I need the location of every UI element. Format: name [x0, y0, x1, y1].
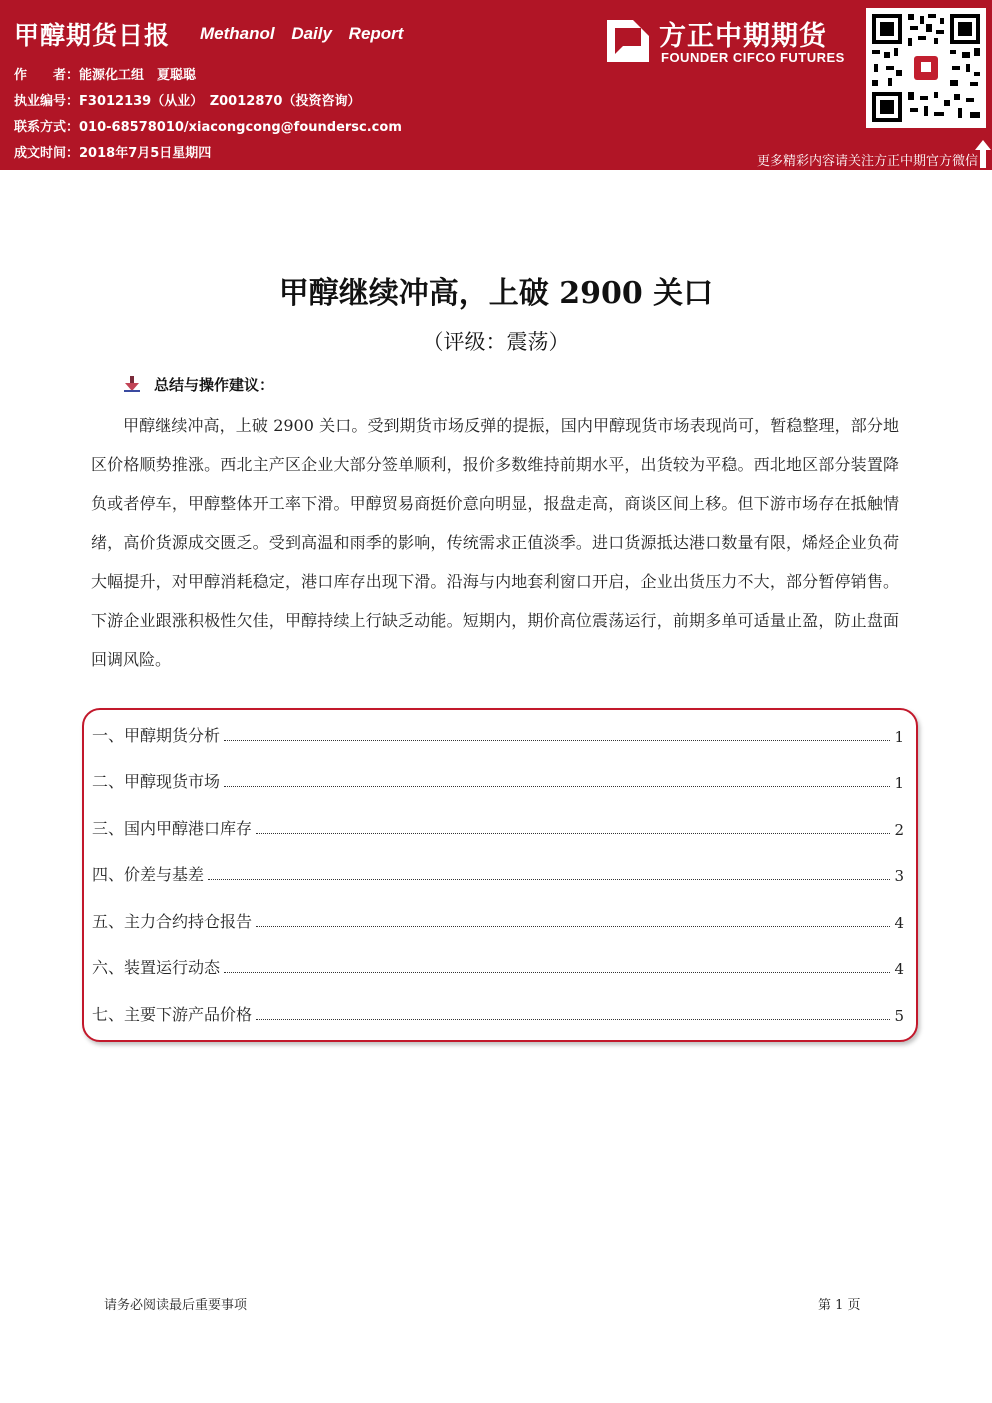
company-name-en: FOUNDER CIFCO FUTURES: [661, 50, 845, 65]
date-value: 2018年7月5日星期四: [79, 146, 212, 161]
toc-item[interactable]: [92, 861, 904, 885]
table-of-contents: [82, 708, 918, 1042]
toc-leader: [224, 739, 890, 741]
toc-item-page: 1: [894, 728, 904, 746]
qr-follow-note: 更多精彩内容请关注方正中期官方微信: [756, 154, 978, 169]
license-value: F3012139（从业） Z0012870（投资咨询）: [79, 94, 361, 109]
toc-item-label: 六、装置运行动态: [92, 958, 221, 977]
summary-heading-text: 总结与操作建议：: [154, 376, 275, 394]
toc-item-label: 七、主要下游产品价格: [92, 1005, 253, 1024]
toc-item-page: 4: [894, 914, 904, 932]
contact-line: [14, 116, 402, 135]
date-line: [14, 142, 211, 161]
toc-item-label: 五、主力合约持仓报告: [92, 912, 253, 931]
toc-item-page: 3: [894, 867, 904, 885]
report-header: [0, 0, 992, 170]
toc-item[interactable]: [92, 908, 904, 932]
company-name-cn: 方正中期期货: [659, 21, 827, 52]
toc-item-page: 5: [894, 1007, 904, 1025]
summary-paragraph: 甲醇继续冲高，上破 2900 关口。受到期货市场反弹的提振，国内甲醇现货市场表现尚可，暂稳整理，部分地区价格顺势推涨。西北主产区企业大部分签单顺利，报价多数维持前期水平，出货较为平稳。西北地区部分装置降负或者停车，甲醇整体开工率下滑。甲醇贸易商挺价意向明显，报盘走高，商谈区间上移。但下游市场存在抵触情绪，高价货源成交匮乏。受到高温和雨季的影响，传统需求正值淡季。进口货源抵达港口数量有限，烯烃企业负荷大幅提升，对甲醇消耗稳定，港口库存出现下滑。沿海与内地套利窗口开启，企业出货压力不大，部分暂停销售。下游企业跟涨积极性欠佳，甲醇持续上行缺乏动能。短期内，期价高位震荡运行，前期多单可适量止盈，防止盘面回调风险。: [91, 416, 899, 669]
contact-value[interactable]: 010-68578010/xiacongcong@foundersc.com: [79, 120, 402, 135]
toc-item-page: 2: [894, 821, 904, 839]
founder-logo-icon: [603, 16, 653, 66]
toc-leader: [224, 785, 890, 787]
toc-leader: [208, 878, 890, 880]
toc-item-label: 二、甲醇现货市场: [92, 772, 221, 791]
date-label: 成文时间：: [14, 146, 80, 161]
author-line: [14, 64, 196, 83]
toc-item-label: 四、价差与基差: [92, 865, 205, 884]
license-label: 执业编号：: [14, 94, 80, 109]
toc-item-label: 三、国内甲醇港口库存: [92, 819, 253, 838]
toc-item-label: 一、甲醇期货分析: [92, 726, 221, 745]
toc-leader: [256, 832, 890, 834]
toc-item-page: 1: [894, 774, 904, 792]
license-line: [14, 90, 360, 109]
footer-page-number: 第 1 页: [818, 1298, 861, 1313]
toc-leader: [256, 1018, 890, 1020]
report-title: 甲醇继续冲高，上破 2900 关口: [278, 276, 714, 311]
author-value: 能源化工组 夏聪聪: [79, 68, 197, 83]
toc-item[interactable]: [92, 954, 904, 978]
toc-item[interactable]: [92, 815, 904, 839]
toc-item[interactable]: [92, 722, 904, 746]
toc-leader: [224, 971, 890, 973]
contact-label: 联系方式：: [14, 120, 80, 135]
bullet-arrow-icon: [124, 376, 140, 392]
report-series-title-en: Methanol Daily Report: [200, 24, 404, 43]
toc-item[interactable]: [92, 1001, 904, 1025]
wechat-qr-code[interactable]: [866, 8, 986, 128]
toc-item[interactable]: [92, 768, 904, 792]
footer-notice: 请务必阅读最后重要事项: [104, 1298, 248, 1313]
author-label: 作 者：: [14, 68, 80, 83]
arrow-up-icon: [975, 140, 991, 168]
report-rating: （评级：震荡）: [422, 330, 570, 354]
toc-leader: [256, 925, 890, 927]
company-logo: [603, 14, 853, 74]
report-series-title: 甲醇期货日报: [14, 21, 171, 50]
summary-heading: [124, 374, 274, 395]
toc-item-page: 4: [894, 960, 904, 978]
